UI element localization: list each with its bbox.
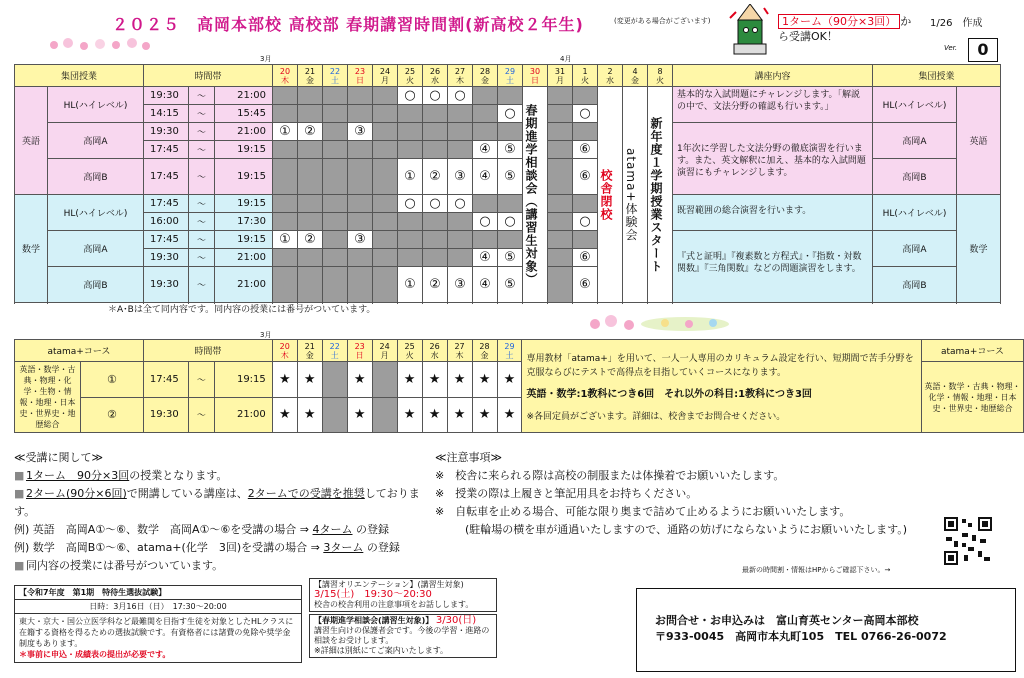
start-time: 17:45 (144, 141, 189, 159)
content-math-hl: 既習範囲の総合演習を行います。 (673, 195, 873, 231)
end-time: 19:15 (215, 159, 273, 195)
month-label: 3月 (260, 331, 272, 339)
slot-star: ★ (497, 397, 522, 433)
end-time: 17:30 (215, 213, 273, 231)
day-header: 21 金 (297, 340, 322, 362)
created-date: 1/26 作成 (930, 18, 983, 29)
class-hl: HL(ハイレベル) (48, 87, 144, 123)
slot-star: ★ (447, 362, 472, 398)
exam-date: 日時：3月16日（日） 17:30～20:00 (14, 599, 302, 614)
contact-box (636, 588, 1016, 672)
consultation-date: 3/30(日) (435, 615, 477, 626)
tilde: ～ (189, 123, 215, 141)
info-text: の授業となります。 (129, 469, 228, 482)
class-a: 高岡A (48, 123, 144, 159)
slot-star: ★ (472, 362, 497, 398)
tilde: ～ (189, 141, 215, 159)
slot-mark: ○ (498, 213, 523, 231)
table-row (15, 195, 1001, 213)
class-b: 高岡B (48, 159, 144, 195)
end-time: 15:45 (215, 105, 273, 123)
day-header: 24 月 (373, 65, 398, 87)
table-row (15, 123, 1001, 141)
exam-box (14, 585, 302, 671)
day-header: 23 日 (348, 65, 373, 87)
note-text: (駐輪場の横を車が通過いたしますので、通路の妨げにならないようにお願いいたします。) (465, 523, 907, 536)
consultation-body: 講習生向けの保護者会です。今後の学習・進路の相談をお受けします。 (314, 626, 490, 645)
slot-mark: ⑥ (573, 141, 598, 159)
slot-mark: ① (273, 123, 298, 141)
slot-mark: ⑤ (498, 141, 523, 159)
col-course: atama+コース (15, 340, 144, 362)
day-header: 1 火 (573, 65, 598, 87)
month-label: 4月 (560, 55, 572, 63)
end-time: 19:15 (214, 362, 272, 398)
slot-mark: ○ (473, 213, 498, 231)
qr-note: 最新の時間割・情報はHPからご確認下さい。→ (742, 566, 891, 574)
day-header: 31 月 (548, 65, 573, 87)
col-group: 集団授業 (15, 65, 144, 87)
callout-highlight: 1ターム（90分×3回） (778, 14, 900, 29)
end-time: 21:00 (215, 87, 273, 105)
slot-mark: ○ (423, 195, 448, 213)
start-time: 17:45 (144, 159, 189, 195)
start-time: 17:45 (143, 362, 188, 398)
note-mark: ※ (435, 487, 445, 500)
class-hl: HL(ハイレベル) (873, 87, 957, 123)
info-text: 2ターム(90分×6回) (26, 487, 127, 500)
slot-mark: ○ (573, 105, 598, 123)
tilde: ～ (188, 362, 214, 398)
day-header: 28 金 (473, 65, 498, 87)
class-hl: HL(ハイレベル) (873, 195, 957, 231)
col-time: 時間帯 (144, 65, 273, 87)
section-heading: ≪受講に関して≫ (14, 451, 104, 464)
flower-decoration-icon (585, 312, 735, 334)
subject-english: 英語 (957, 87, 1001, 195)
atama-subjects: 英語・数学・古典・物理・化学・生物・情報・地理・日本史・世界史・地歴総合 (15, 362, 81, 433)
class-b: 高岡B (48, 267, 144, 303)
tilde: ～ (189, 159, 215, 195)
start-time: 19:30 (144, 123, 189, 141)
subject-english: 英語 (15, 87, 48, 195)
slot-mark: ⑤ (498, 267, 523, 303)
slot-mark: ⑤ (498, 159, 523, 195)
tilde: ～ (189, 249, 215, 267)
class-a: 高岡A (873, 231, 957, 267)
start-time: 16:00 (144, 213, 189, 231)
tilde: ～ (189, 195, 215, 213)
day-header: 28 金 (472, 340, 497, 362)
table-row (15, 231, 1001, 249)
class-a: 高岡A (873, 123, 957, 159)
slot-star: ★ (347, 397, 372, 433)
slot-star: ★ (347, 362, 372, 398)
orientation-date: 3/15(土) 19:30～20:30 (314, 589, 432, 600)
note-text: 自転車を止める場合、可能な限り奥まで詰めて止めるようにお願いいたします。 (455, 505, 851, 518)
start-time: 19:30 (143, 397, 188, 433)
info-text: の登録 (366, 541, 400, 554)
subject-math: 数学 (15, 195, 48, 303)
day-header: 22 土 (323, 65, 348, 87)
atama-fee: 英語・数学:1教科につき6回 それ以外の科目:1教科につき3回 (526, 389, 812, 400)
slot-mark: ○ (498, 105, 523, 123)
tilde: ～ (188, 397, 214, 433)
slot-mark: ① (273, 231, 298, 249)
end-time: 21:00 (215, 267, 273, 303)
class-hl: HL(ハイレベル) (48, 195, 144, 231)
slot-mark: ○ (448, 195, 473, 213)
info-text: 1ターム 90分×3回 (26, 469, 130, 482)
title-note: (変更がある場合がございます) (614, 17, 711, 25)
note-mark: ※ (435, 469, 445, 482)
orientation-box (309, 578, 497, 672)
header-row (15, 340, 1024, 362)
consultation-heading: 【春期進学相談会(講習生対象)】 (314, 616, 434, 625)
exam-heading: 【令和7年度 第1期 特待生選抜試験】 (14, 585, 302, 599)
vertical-note: 春期進学相談会（講習生対象） (523, 87, 548, 303)
section-heading: ≪注意事項≫ (435, 451, 503, 464)
slot-mark: ⑥ (573, 267, 598, 303)
slot-mark: ○ (398, 87, 423, 105)
day-header: 20 木 (272, 340, 297, 362)
day-header: 26 水 (423, 65, 448, 87)
note-ab: ＊A･Bは全て同内容です。同内容の授業には番号がついています。 (108, 305, 376, 315)
tilde: ～ (189, 267, 215, 303)
slot-mark: ① (398, 159, 423, 195)
orientation-body: 校舎の校舎利用の注意事項をお話しします。 (314, 600, 474, 609)
info-text: 同内容の授業には番号がついています。 (26, 559, 224, 572)
orientation-heading: 【講習オリエンテーション】(講習生対象) (314, 580, 464, 589)
start-time: 19:30 (144, 267, 189, 303)
slot-mark: ② (423, 159, 448, 195)
table-row (15, 87, 1001, 105)
slot-star: ★ (397, 362, 422, 398)
version-label: Ver. (944, 44, 958, 52)
note-text: 校舎に来られる際は高校の制服または体操着でお願いいたします。 (455, 469, 785, 482)
atama-desc-text: 専用教材「atama+」を用いて、一人一人専用のカリキュラム設定を行い、短期間で苦手分野を克服ならびにテストで高得点を目指していくコースになります。 (526, 354, 914, 378)
slot-star: ★ (297, 362, 322, 398)
start-time: 19:30 (144, 87, 189, 105)
atama-fee-note: ※各回定員がございます。詳細は、校舎までお問合せください。 (526, 412, 786, 422)
slot-mark: ② (298, 123, 323, 141)
vertical-note: atama+体験会 (623, 87, 648, 303)
day-header: 27 木 (448, 65, 473, 87)
day-header: 25 火 (398, 65, 423, 87)
page-title: ２０２５ 高岡本部校 高校部 春期講習時間割(新高校２年生) (112, 15, 584, 34)
atama-subjects-right: 英語・数学・古典・物理・化学・情報・地理・日本史・世界史・地歴総合 (921, 362, 1023, 433)
info-text: しております。 (14, 487, 420, 518)
exam-body: 東大・京大・国公立医学科など最難関を目指す生徒を対象としたHLクラスに在籍する資格を得るための選抜試験です。有資格者には諸費の免除や奨学金制度もあります。 (19, 617, 294, 648)
slot-mark: ○ (423, 87, 448, 105)
day-header: 2 水 (598, 65, 623, 87)
day-header: 27 木 (447, 340, 472, 362)
day-header: 21 金 (298, 65, 323, 87)
day-header: 29 土 (498, 65, 523, 87)
header-row (15, 65, 1001, 87)
schedule-table (14, 64, 1001, 303)
slot-mark: ⑥ (573, 159, 598, 195)
slot-star: ★ (272, 397, 297, 433)
slot-mark: ② (423, 267, 448, 303)
vertical-note: 校舎閉校 (598, 87, 623, 303)
content-math-ab: 『式と証明』『複素数と方程式』・『指数・対数関数』『三角関数』などの問題演習をします。 (673, 231, 873, 303)
tilde: ～ (189, 213, 215, 231)
flower-decoration-icon (46, 36, 156, 52)
qr-code-icon[interactable] (944, 517, 992, 565)
info-text: 4ターム (312, 523, 353, 536)
vertical-note: 新年度１学期授業スタート (648, 87, 673, 303)
pencil-mascot-icon (728, 4, 772, 60)
slot-star: ★ (397, 397, 422, 433)
info-text: の登録 (356, 523, 389, 536)
slot-star: ★ (297, 397, 322, 433)
slot-star: ★ (472, 397, 497, 433)
content-english-ab: 1年次に学習した文法分野の徹底演習を行います。また、英文解釈に加え、基本的な入試問題演習にもチャレンジします。 (673, 123, 873, 195)
end-time: 21:00 (214, 397, 272, 433)
slot-star: ★ (447, 397, 472, 433)
day-header: 25 火 (397, 340, 422, 362)
contact-line: 〒933-0045 高岡市本丸町105 TEL 0766-26-0072 (655, 630, 947, 643)
start-time: 17:45 (144, 195, 189, 213)
day-header: 4 金 (623, 65, 648, 87)
tilde: ～ (189, 87, 215, 105)
info-text: で開講している講座は、 (126, 487, 248, 500)
start-time: 17:45 (144, 231, 189, 249)
note-text: 授業の際は上履きと筆記用具をお持ちください。 (455, 487, 698, 500)
slot-mark: ⑥ (573, 249, 598, 267)
callout-text: から受講OK！ (778, 15, 912, 43)
day-header: 24 月 (372, 340, 397, 362)
slot-mark: ④ (473, 267, 498, 303)
slot-mark: ○ (398, 195, 423, 213)
day-header: 8 火 (648, 65, 673, 87)
consultation-note: ※詳細は別紙にてご案内いたします。 (314, 646, 449, 655)
day-header: 30 日 (523, 65, 548, 87)
slot-mark: ○ (448, 87, 473, 105)
start-time: 19:30 (144, 249, 189, 267)
slot-mark: ○ (573, 213, 598, 231)
slot-star: ★ (422, 362, 447, 398)
end-time: 19:15 (215, 231, 273, 249)
callout (778, 14, 916, 44)
slot-star: ★ (497, 362, 522, 398)
slot-mark: ⑤ (498, 249, 523, 267)
class-b: 高岡B (873, 267, 957, 303)
enrollment-info: ≪受講に関して≫ ■ 1ターム 90分×3回の授業となります。 ■ 2ターム(90分×6回)で開講している講座は、2タームでの受講を推奨しております。 例) 英語 高岡A①～⑥、数学 高岡A①～⑥を受講の場合 ⇒ 4ターム の登録 例) 数学 高岡B①～⑥、atama+(化学 3回)を受講の場合 ⇒ 3ターム の登録 ■ 同内容の授業には番号がついています。 (14, 449, 434, 575)
col-group-right: 集団授業 (873, 65, 1001, 87)
slot-star: ★ (272, 362, 297, 398)
tilde: ～ (189, 105, 215, 123)
slot-mark: ③ (448, 159, 473, 195)
day-header: 20 木 (273, 65, 298, 87)
slot-number: ② (80, 397, 143, 433)
info-text: 例) 英語 高岡A①～⑥、数学 高岡A①～⑥を受講の場合 ⇒ (14, 523, 309, 536)
version-box: 0 (968, 38, 998, 62)
col-course-right: atama+コース (921, 340, 1023, 362)
slot-mark: ① (398, 267, 423, 303)
tilde: ～ (189, 231, 215, 249)
info-text: 例) 数学 高岡B①～⑥、atama+(化学 3回)を受講の場合 ⇒ (14, 541, 320, 554)
slot-mark: ③ (448, 267, 473, 303)
day-header: 23 日 (347, 340, 372, 362)
slot-number: ① (80, 362, 143, 398)
info-text: 2タームでの受講を推奨 (247, 487, 365, 500)
notes-info (435, 449, 935, 539)
atama-table (14, 339, 1024, 433)
slot-mark: ④ (473, 159, 498, 195)
end-time: 21:00 (215, 249, 273, 267)
end-time: 19:15 (215, 195, 273, 213)
note-mark: ※ (435, 505, 445, 518)
slot-mark: ③ (348, 123, 373, 141)
day-header: 26 水 (422, 340, 447, 362)
contact-line: お問合せ・お申込みは 富山育英センター高岡本部校 (655, 614, 919, 627)
end-time: 21:00 (215, 123, 273, 141)
day-header: 29 土 (497, 340, 522, 362)
col-content: 講座内容 (673, 65, 873, 87)
start-time: 14:15 (144, 105, 189, 123)
slot-mark: ③ (348, 231, 373, 249)
content-english-hl: 基本的な入試問題にチャレンジします。「解説の中で、文法分野の確認も行います。」 (673, 87, 873, 123)
slot-mark: ④ (473, 141, 498, 159)
day-header: 22 土 (322, 340, 347, 362)
end-time: 19:15 (215, 141, 273, 159)
col-time: 時間帯 (143, 340, 272, 362)
atama-description (522, 340, 921, 433)
class-b: 高岡B (873, 159, 957, 195)
exam-note: ＊事前に申込・成績表の提出が必要です。 (19, 650, 171, 659)
month-label: 3月 (260, 55, 272, 63)
info-text: 3ターム (323, 541, 364, 554)
subject-math: 数学 (957, 195, 1001, 303)
slot-star: ★ (422, 397, 447, 433)
slot-mark: ④ (473, 249, 498, 267)
class-a: 高岡A (48, 231, 144, 267)
slot-mark: ② (298, 231, 323, 249)
